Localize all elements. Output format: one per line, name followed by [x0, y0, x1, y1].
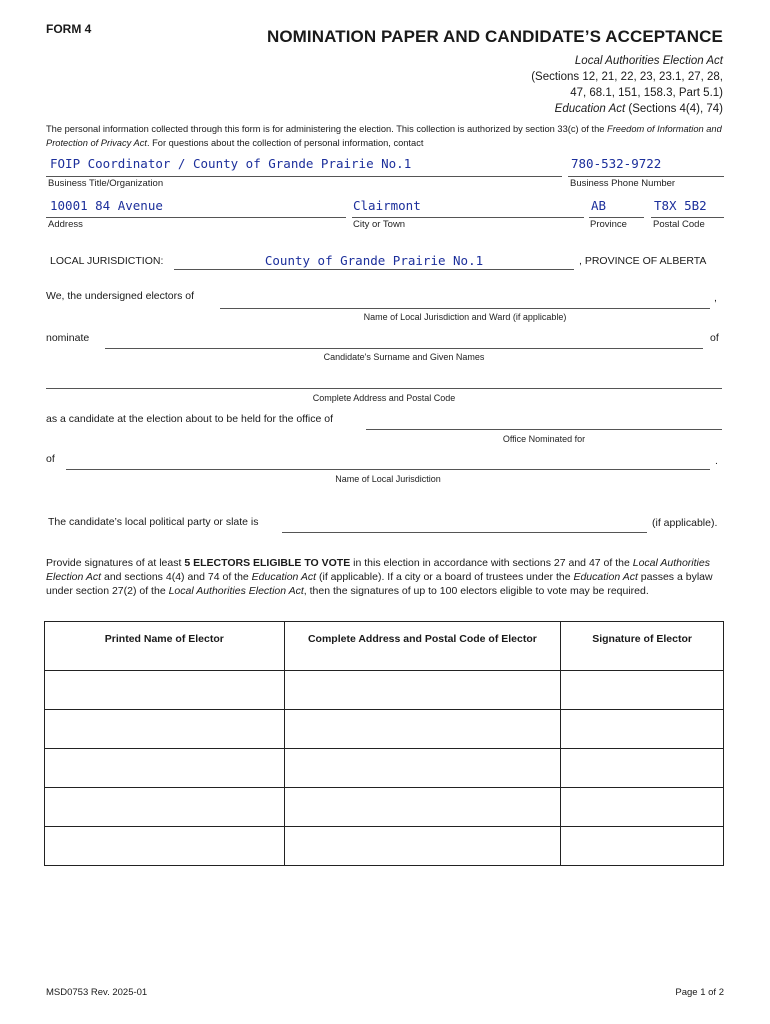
elector-signature-cell[interactable] [561, 827, 724, 866]
jurisdiction-line [174, 269, 574, 270]
elector-name-cell[interactable] [45, 827, 285, 866]
office-caption: Office Nominated for [502, 434, 586, 444]
elector-signature-cell[interactable] [561, 788, 724, 827]
form-code: MSD0753 Rev. 2025-01 [46, 987, 148, 998]
act-sections: 47, 68.1, 151, 158.3, Part 5.1) [570, 87, 723, 99]
signatures-instructions [46, 556, 726, 598]
instruction-text: and sections 4(4) and 74 of the [101, 571, 252, 583]
party-suffix: (if applicable). [652, 517, 718, 529]
phone-label: Business Phone Number [570, 178, 676, 189]
act-name: Education Act [251, 571, 317, 583]
postal-code-line [651, 217, 724, 218]
address-label: Address [48, 219, 83, 230]
jurisdiction-caption: Name of Local Jurisdiction [335, 474, 441, 484]
privacy-text: The personal information collected through this form is for administering the election. This collection is authorized by section 33(c) of the [46, 124, 608, 134]
of-text: of [710, 332, 719, 344]
elector-address-cell[interactable] [284, 788, 561, 827]
act-name: Local Authorities Election Act [168, 585, 304, 597]
city-label: City or Town [353, 219, 406, 230]
address-value[interactable]: 10001 84 Avenue [50, 198, 163, 213]
instruction-text: passes a bylaw under section 27(2) of the [46, 571, 713, 597]
elector-signature-cell[interactable] [561, 710, 724, 749]
jurisdiction-label: LOCAL JURISDICTION: [50, 255, 164, 267]
page-number: Page 1 of 2 [675, 987, 724, 998]
privacy-act-name: Freedom of Information and Protection of Privacy Act [46, 124, 722, 148]
table-row [45, 671, 724, 710]
of-text: of [46, 453, 55, 465]
phone-value[interactable]: 780-532-9722 [571, 156, 662, 171]
elector-address-cell[interactable] [284, 827, 561, 866]
postal-code-value[interactable]: T8X 5B2 [654, 198, 707, 213]
legislation-references [423, 53, 723, 117]
column-header-signature: Signature of Elector [561, 622, 724, 671]
act-sections: (Sections 4(4), 74) [625, 103, 723, 115]
elector-name-cell[interactable] [45, 671, 285, 710]
table-row [45, 749, 724, 788]
elector-address-cell[interactable] [284, 749, 561, 788]
province-value[interactable]: AB [591, 198, 607, 213]
party-input[interactable] [282, 532, 647, 533]
act-sections: (Sections 12, 21, 22, 23, 23.1, 27, 28, [531, 71, 723, 83]
page-title: NOMINATION PAPER AND CANDIDATE’S ACCEPTANCE [266, 27, 723, 46]
office-input[interactable] [366, 429, 722, 430]
organization-label: Business Title/Organization [48, 178, 164, 189]
privacy-notice [46, 123, 726, 150]
elector-address-cell[interactable] [284, 671, 561, 710]
act-name: Education Act [554, 103, 626, 115]
electors-table [44, 621, 724, 866]
period: . [715, 455, 718, 467]
nominate-text: nominate [46, 332, 90, 344]
elector-address-cell[interactable] [284, 710, 561, 749]
party-text: The candidate’s local political party or slate is [48, 516, 259, 528]
candidate-address-input[interactable] [46, 388, 722, 389]
column-header-address: Complete Address and Postal Code of Elector [284, 622, 561, 671]
address-line [46, 217, 346, 218]
province-line [589, 217, 644, 218]
instruction-emphasis: 5 ELECTORS ELIGIBLE TO VOTE [184, 557, 351, 569]
province-label: Province [590, 219, 627, 230]
column-header-printed-name: Printed Name of Elector [45, 622, 285, 671]
city-line [352, 217, 584, 218]
office-text: as a candidate at the election about to be held for the office of [46, 413, 334, 425]
privacy-text: . For questions about the collection of personal information, contact [146, 137, 424, 148]
organization-value[interactable]: FOIP Coordinator / County of Grande Prairie No.1 [50, 156, 412, 171]
electors-caption: Name of Local Jurisdiction and Ward (if applicable) [363, 312, 567, 322]
instruction-text: , then the signatures of up to 100 electors eligible to vote may be required. [303, 585, 649, 597]
table-row [45, 788, 724, 827]
jurisdiction-value[interactable]: County of Grande Prairie No.1 [264, 253, 484, 268]
instruction-text: Provide signatures of at least [46, 557, 185, 569]
elector-name-cell[interactable] [45, 749, 285, 788]
province-of-alberta: , PROVINCE OF ALBERTA [579, 255, 707, 267]
elector-signature-cell[interactable] [561, 671, 724, 710]
candidate-name-input[interactable] [105, 348, 703, 349]
act-name: Local Authorities Election Act [574, 55, 723, 67]
electors-jurisdiction-input[interactable] [220, 308, 710, 309]
phone-line [568, 176, 724, 177]
instruction-text: in this election in accordance with sections 27 and 47 of the [350, 557, 633, 569]
act-name: Local Authorities Election Act [46, 557, 710, 583]
candidate-caption: Candidate's Surname and Given Names [323, 352, 485, 362]
address-caption: Complete Address and Postal Code [312, 393, 456, 403]
table-row [45, 827, 724, 866]
table-header-row [45, 622, 724, 671]
organization-line [46, 176, 562, 177]
postal-code-label: Postal Code [653, 219, 705, 230]
elector-name-cell[interactable] [45, 710, 285, 749]
city-value[interactable]: Clairmont [353, 198, 421, 213]
elector-name-cell[interactable] [45, 788, 285, 827]
act-name: Education Act [573, 571, 638, 583]
form-number: FORM 4 [46, 22, 92, 36]
table-row [45, 710, 724, 749]
jurisdiction-name-input[interactable] [66, 469, 710, 470]
electors-text: We, the undersigned electors of [46, 290, 195, 302]
electors-comma: , [714, 292, 717, 304]
instruction-text: (if applicable). If a city or a board of trustees under the [316, 571, 574, 583]
elector-signature-cell[interactable] [561, 749, 724, 788]
